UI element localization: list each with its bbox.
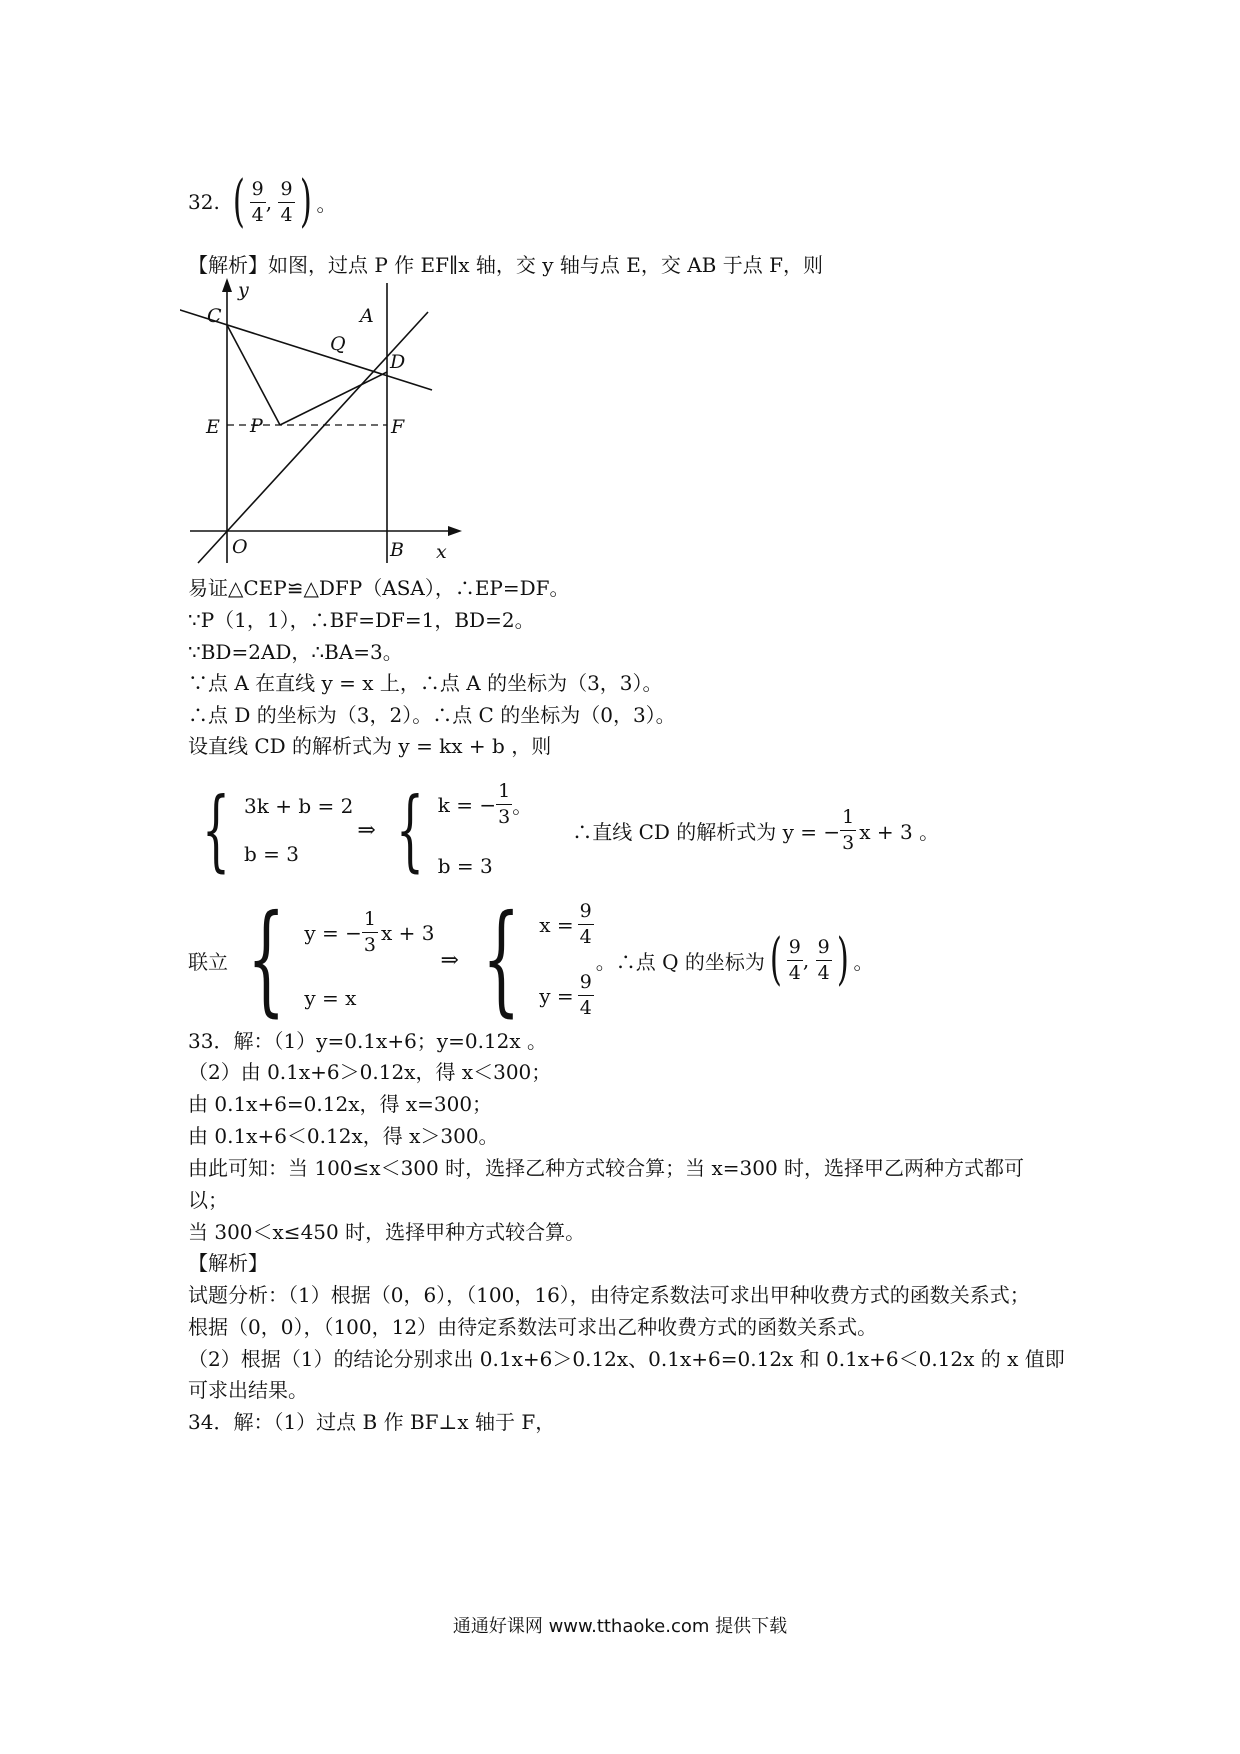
fraction: $\frac{9}{4}$	[788, 935, 801, 984]
q33-line: 试题分析：（1）根据（0，6），（100，16），由待定系数法可求出甲种收费方式的函数关系式；	[188, 1283, 1030, 1307]
label-C: C	[207, 305, 222, 327]
q33-line: 由此可知：当 100≤x＜300 时，选择乙种方式较合算；当 x=300 时，选择甲乙两种方式都可	[188, 1156, 1025, 1180]
fraction: $\frac{9}{4}$	[579, 971, 592, 1019]
proof-line: 设直线 CD 的解析式为 y = kx + b ，则	[188, 734, 552, 758]
q33-line: 根据（0，0），（100，12）由待定系数法可求出乙种收费方式的函数关系式。	[188, 1315, 878, 1339]
fraction: $\frac{1}{3}$	[498, 780, 511, 828]
analysis-line: 【解析】如图，过点 P 作 EF∥x 轴，交 y 轴与点 E，交 AB 于点 F，则	[188, 253, 823, 277]
q33-line: 可求出结果。	[188, 1378, 308, 1402]
page-footer: 通通好课网 www.tthaoke.com 提供下载	[452, 1616, 788, 1637]
q33-line: （2）由 0.1x+6＞0.12x，得 x＜300；	[188, 1060, 552, 1084]
label-Q: Q	[330, 333, 346, 355]
x-axis-arrow-icon	[448, 526, 462, 536]
label-O: O	[232, 536, 248, 558]
proof-line: ∵P（1，1），∴BF=DF=1，BD=2。	[188, 608, 535, 632]
q33-line: 以；	[188, 1188, 228, 1212]
q32-number: 32.	[188, 190, 220, 214]
fraction: $\frac{9}{4}$	[251, 177, 264, 226]
fraction: $\frac{9}{4}$	[579, 900, 592, 948]
fraction: $\frac{9}{4}$	[280, 177, 293, 226]
q32-coordinate: ( $\frac{9}{4}$ , $\frac{9}{4}$ )	[232, 169, 312, 234]
q33-line: 由 0.1x+6=0.12x，得 x=300；	[188, 1092, 493, 1116]
system1-conclusion: ∴直线 CD 的解析式为 y = − $\frac{1}{3}$ x + 3 。	[572, 805, 940, 854]
equation-system-2: 联立 { y = − $\frac{1}{3}$ x + 3 y = x ⇒ { x = $\frac{9}{4}$ y = $\frac{9}{4}$ 。∴点 Q 的坐标为 ( $\frac{9}{4}$ , $\frac{9}{4}$ ) 。	[188, 890, 874, 1029]
label-E: E	[206, 416, 220, 438]
q33-line: 33．解：（1）y=0.1x+6；y=0.12x 。	[188, 1029, 548, 1053]
brace-icon: {	[481, 890, 521, 1029]
brace-icon: {	[247, 890, 286, 1029]
label-F: F	[391, 416, 405, 438]
proof-line: 易证△CEP≌△DFP（ASA），∴EP=DF。	[188, 576, 570, 600]
geometry-figure	[180, 278, 510, 568]
label-x: x	[436, 541, 447, 563]
y-axis-arrow-icon	[222, 278, 232, 292]
label-B: B	[390, 539, 404, 561]
q33-line: 当 300＜x≤450 时，选择甲种方式较合算。	[188, 1220, 586, 1244]
q32-answer: 32. ( $\frac{9}{4}$ , $\frac{9}{4}$ ) 。	[188, 169, 337, 234]
fraction: $\frac{1}{3}$	[842, 805, 855, 854]
label-y: y	[238, 279, 249, 301]
proof-line: ∵BD=2AD，∴BA=3。	[188, 640, 403, 664]
brace-icon: {	[395, 778, 424, 881]
q33-line: 【解析】	[188, 1251, 268, 1275]
q33-line: 由 0.1x+6＜0.12x，得 x＞300。	[188, 1124, 499, 1148]
label-P: P	[250, 415, 263, 437]
fraction: $\frac{1}{3}$	[363, 908, 376, 956]
q33-line: （2）根据（1）的结论分别求出 0.1x+6＞0.12x、0.1x+6=0.12x 和 0.1x+6＜0.12x 的 x 值即	[188, 1347, 1065, 1371]
proof-line: ∵点 A 在直线 y = x 上，∴点 A 的坐标为（3，3）。	[188, 671, 663, 695]
fraction: $\frac{9}{4}$	[817, 935, 830, 984]
q-coordinate: ( $\frac{9}{4}$ , $\frac{9}{4}$ )	[769, 927, 849, 992]
brace-icon: {	[202, 778, 230, 881]
equation-system-1: { 3k + b = 2 b = 3 ⇒ { k = − $\frac{1}{3}$ 。 b = 3 ∴直线 CD 的解析式为 y = − $\frac{1}{3}$ x + 3 。	[202, 778, 940, 881]
q34-line: 34．解：（1）过点 B 作 BF⊥x 轴于 F，	[188, 1410, 556, 1434]
proof-line: ∴点 D 的坐标为（3，2）。∴点 C 的坐标为（0，3）。	[188, 703, 676, 727]
label-A: A	[360, 305, 374, 327]
segment-PD	[280, 372, 387, 425]
label-D: D	[390, 351, 406, 373]
